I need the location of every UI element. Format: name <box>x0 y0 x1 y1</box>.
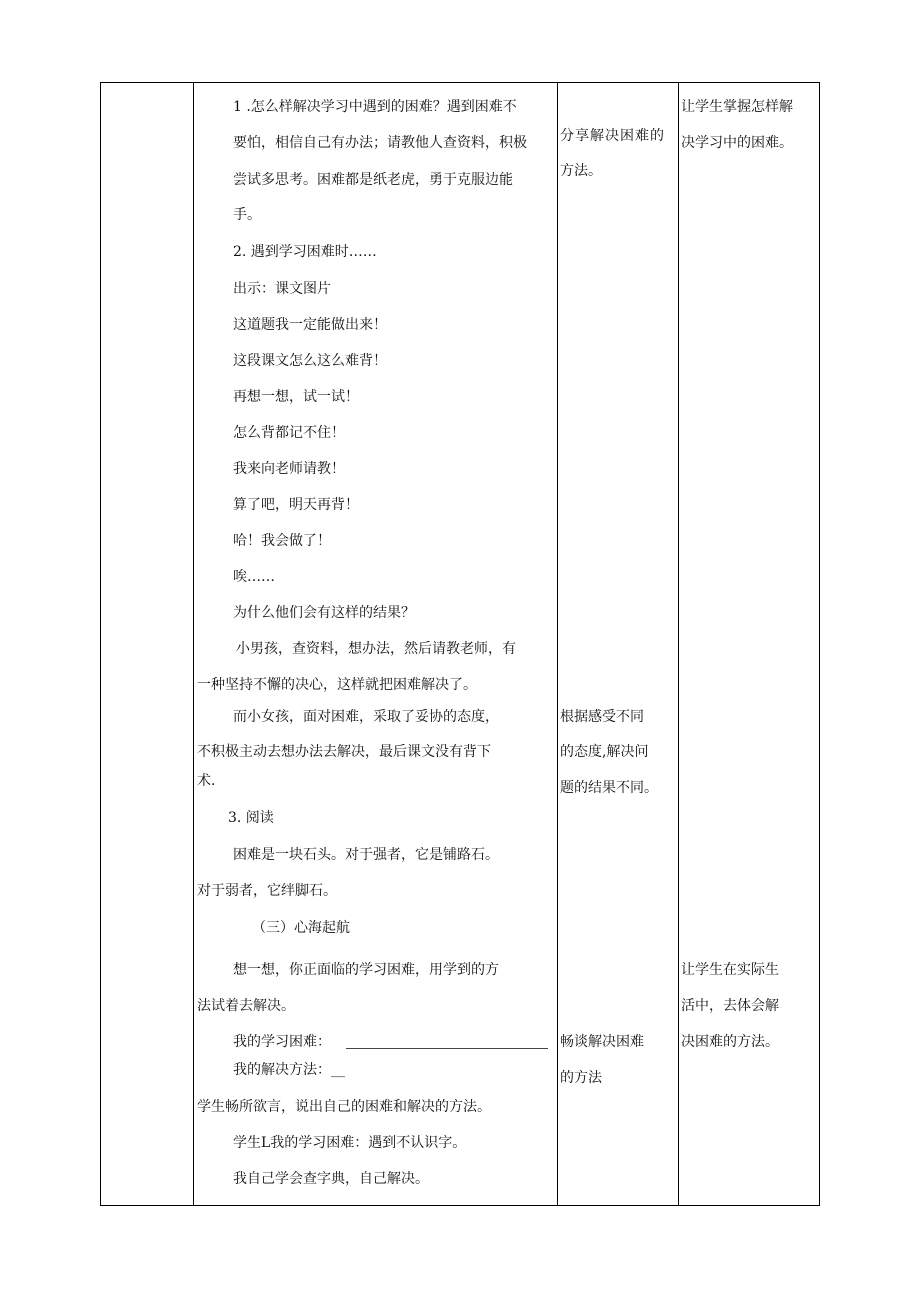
dialog-line: 算了吧，明天再背！ <box>233 497 359 513</box>
show-pictures: 出示：课文图片 <box>233 281 331 297</box>
q1-line-4: 手。 <box>233 207 261 223</box>
intent-2-line-1: 让学生在实际生 <box>681 962 779 978</box>
column-divider-1 <box>193 82 194 1206</box>
why-question: 为什么他们会有这样的结果？ <box>233 605 415 621</box>
activity-1-line-1: 分享解决困难的 <box>560 128 665 144</box>
activity-3-line-2: 的方法 <box>560 1070 602 1086</box>
think-line-2: 法试着去解决。 <box>197 998 295 1014</box>
q3-title: 3. 阅读 <box>228 810 274 826</box>
girl-line-3: 术. <box>197 773 216 789</box>
column-divider-3 <box>678 82 679 1206</box>
q1-line-2: 要怕，相信自己有办法；请教他人查资料，积极 <box>233 135 527 151</box>
activity-1-line-2: 方法。 <box>560 163 602 179</box>
q1-line-3: 尝试多思考。困难都是纸老虎，勇于克服边能 <box>233 172 513 188</box>
q2-title: 2. 遇到学习困难时…… <box>233 244 377 260</box>
boy-line-2: 一种坚持不懈的决心，这样就把困难解决了。 <box>197 677 477 693</box>
dialog-line: 这道题我一定能做出来！ <box>233 317 387 333</box>
intent-1-line-1: 让学生掌握怎样解 <box>681 99 793 115</box>
reading-line-1: 困难是一块石头。对于强者，它是铺路石。 <box>233 847 499 863</box>
section3-title: （三）心海起航 <box>252 920 350 936</box>
girl-line-1: 而小女孩，面对困难，采取了妥协的态度， <box>233 709 499 725</box>
girl-line-2: 不积极主动去想办法去解决，最后课文没有背下 <box>197 744 491 760</box>
my-difficulty-label: 我的学习困难： <box>233 1034 331 1050</box>
q1-line-1: 1 .怎么样解决学习中遇到的困难？遇到困难不 <box>233 99 517 115</box>
intent-2-line-3: 决困难的方法。 <box>681 1034 779 1050</box>
dialog-line: 唉…… <box>233 569 275 585</box>
column-divider-2 <box>557 82 558 1206</box>
intent-1-line-2: 决学习中的困难。 <box>681 135 793 151</box>
boy-line-1: 小男孩，查资料，想办法，然后请教老师，有 <box>236 641 516 657</box>
dialog-line: 我来向老师请教！ <box>233 461 345 477</box>
dialog-line: 哈！我会做了！ <box>233 533 331 549</box>
my-method-label: 我的解决方法：__ <box>233 1062 345 1078</box>
activity-2-line-2: 的态度,解决问 <box>560 744 649 760</box>
dialog-line: 怎么背都记不住！ <box>233 425 345 441</box>
student1-difficulty: 学生L我的学习困难：遇到不认识字。 <box>233 1135 467 1151</box>
reading-line-2: 对于弱者，它绊脚石。 <box>197 883 337 899</box>
student1-solution: 我自己学会查字典，自己解决。 <box>233 1171 429 1187</box>
think-line-1: 想一想，你正面临的学习困难，用学到的方 <box>233 962 499 978</box>
my-difficulty-blank <box>346 1048 548 1049</box>
activity-3-line-1: 畅谈解决困难 <box>560 1034 644 1050</box>
activity-2-line-1: 根据感受不同 <box>560 709 644 725</box>
activity-2-line-3: 题的结果不同。 <box>560 780 658 796</box>
dialog-line: 这段课文怎么这么难背！ <box>233 353 387 369</box>
intent-2-line-2: 活中，去体会解 <box>681 998 779 1014</box>
dialog-line: 再想一想，试一试！ <box>233 389 359 405</box>
students-speak: 学生畅所欲言，说出自己的困难和解决的方法。 <box>197 1099 491 1115</box>
